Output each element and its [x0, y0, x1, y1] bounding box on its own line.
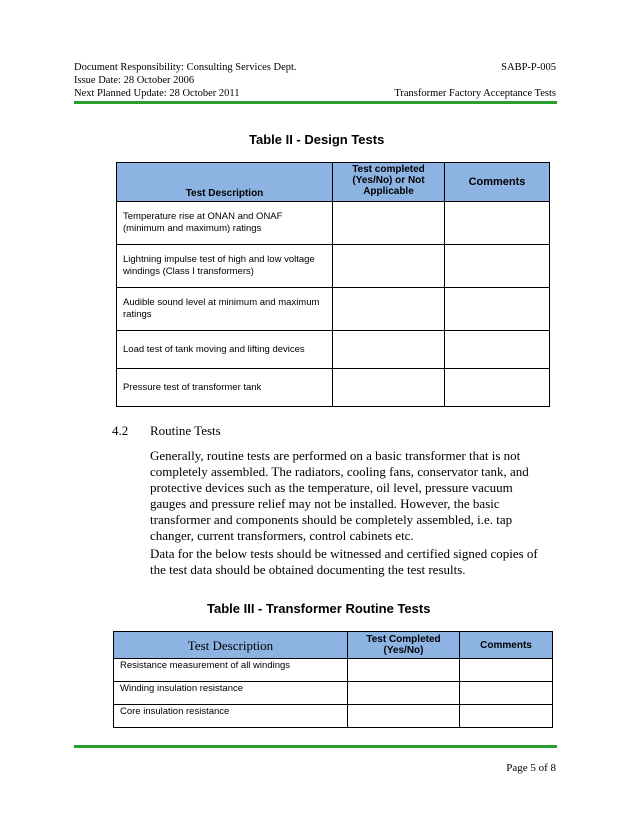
footer-divider	[74, 745, 557, 748]
table-row	[117, 245, 550, 288]
table2-header-row	[117, 163, 550, 202]
table-row	[114, 705, 553, 728]
page-number: Page 5 of 8	[506, 762, 556, 774]
table3-row-comments-cell[interactable]	[460, 705, 553, 728]
table3-row-completed-cell[interactable]	[348, 659, 460, 682]
table2-row-description: Load test of tank moving and lifting devices	[117, 331, 333, 369]
table2-row-description: Lightning impulse test of high and low voltage windings (Class I transformers)	[117, 245, 333, 288]
table3-row-description: Core insulation resistance	[114, 705, 348, 728]
table2-row-description: Temperature rise at ONAN and ONAF (minimum and maximum) ratings	[117, 202, 333, 245]
table3-header-row	[114, 632, 553, 659]
table2-row-comments-cell[interactable]	[445, 288, 550, 331]
table3-title: Table III - Transformer Routine Tests	[207, 601, 431, 616]
section-number: 4.2	[112, 423, 129, 438]
table-row	[114, 659, 553, 682]
table2-row-completed-cell[interactable]	[333, 288, 445, 331]
table2-row-completed-cell[interactable]	[333, 202, 445, 245]
table2-row-description: Audible sound level at minimum and maximum ratings	[117, 288, 333, 331]
header-doc-title: Transformer Factory Acceptance Tests	[394, 88, 556, 99]
table2-row-completed-cell[interactable]	[333, 369, 445, 407]
section-paragraph-2: Data for the below tests should be witnessed and certified signed copies of the test data should be obtained documenting the test results.	[150, 546, 538, 577]
table3-row-comments-cell[interactable]	[460, 682, 553, 705]
header-doc-number: SABP-P-005	[501, 62, 556, 73]
table-row	[117, 369, 550, 407]
table2-header-completed: Test completed (Yes/No) or Not Applicable	[333, 163, 445, 202]
table3-row-completed-cell[interactable]	[348, 682, 460, 705]
table2-header-description: Test Description	[117, 163, 333, 202]
table-row	[114, 682, 553, 705]
table2-row-completed-cell[interactable]	[333, 331, 445, 369]
header-issue-date: Issue Date: 28 October 2006	[74, 75, 195, 86]
table2-row-comments-cell[interactable]	[445, 245, 550, 288]
table-row	[117, 331, 550, 369]
table2-row-comments-cell[interactable]	[445, 331, 550, 369]
table3-row-description: Resistance measurement of all windings	[114, 659, 348, 682]
table-row	[117, 288, 550, 331]
table3-row-comments-cell[interactable]	[460, 659, 553, 682]
header-divider	[74, 101, 557, 104]
table2-title: Table II - Design Tests	[249, 132, 385, 147]
table2-header-comments: Comments	[445, 163, 550, 202]
table2-row-completed-cell[interactable]	[333, 245, 445, 288]
table2-row-comments-cell[interactable]	[445, 369, 550, 407]
header-responsibility: Document Responsibility: Consulting Services Dept.	[74, 62, 297, 73]
section-paragraph-1: Generally, routine tests are performed on a basic transformer that is not completely assembled. The radiators, cooling fans, conservator tank, and protective devices such as the temperature, oil level, pressure vacuum gauges and pressure relief may not be installed. However, the basic transformer and components should be completely assembled, i.e. tap changer, current transformers, control cabinets etc.	[150, 448, 529, 543]
section-title: Routine Tests	[150, 423, 221, 438]
table3-row-description: Winding insulation resistance	[114, 682, 348, 705]
table3-header-completed: Test Completed (Yes/No)	[348, 632, 460, 659]
table2-row-description: Pressure test of transformer tank	[117, 369, 333, 407]
table3-header-description: Test Description	[114, 632, 348, 659]
routine-tests-table	[113, 631, 553, 728]
table3-row-completed-cell[interactable]	[348, 705, 460, 728]
design-tests-table	[116, 162, 550, 407]
table2-row-comments-cell[interactable]	[445, 202, 550, 245]
table-row	[117, 202, 550, 245]
header-next-update: Next Planned Update: 28 October 2011	[74, 88, 240, 99]
table3-header-comments: Comments	[460, 632, 553, 659]
